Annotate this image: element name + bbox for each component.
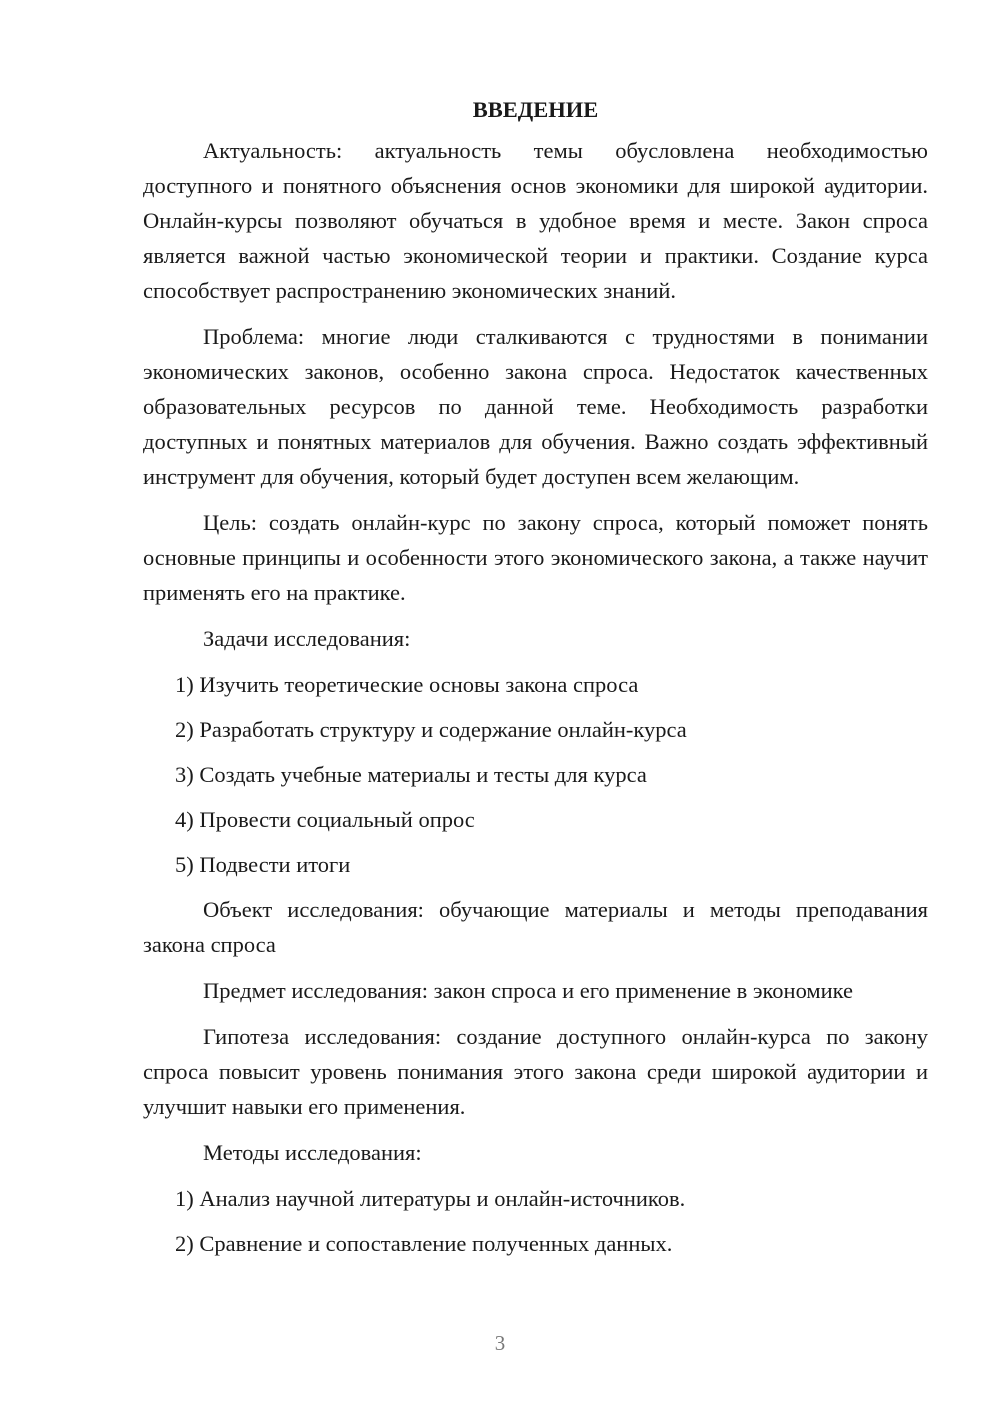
method-item: 2) Сравнение и сопоставление полученных данных. [175, 1231, 673, 1256]
goal-paragraph: Цель: создать онлайн-курс по закону спроса, который поможет понять основные принципы и особенности этого экономического закона, а также научит применять его на практике. [143, 510, 928, 605]
page-content [143, 92, 928, 1271]
relevance-paragraph: Актуальность: актуальность темы обусловлена необходимостью доступного и понятного объяснения основ экономики для широкой аудитории. Онлайн-курсы позволяют обучаться в удобное время и месте. Закон спроса является важной частью экономической теории и практики. Создание курса способствует распространению экономических знаний. [143, 138, 928, 303]
page-title: ВВЕДЕНИЕ [472, 97, 599, 122]
tasks-list [143, 667, 928, 882]
task-item: 1) Изучить теоретические основы закона спроса [175, 672, 639, 697]
tasks-heading: Задачи исследования: [203, 626, 411, 651]
page-number: 3 [494, 1331, 506, 1355]
problem-paragraph: Проблема: многие люди сталкиваются с трудностями в понимании экономических законов, особенно закона спроса. Недостаток качественных образовательных ресурсов по данной теме. Необходимость разработки доступных и понятных материалов для обучения. Важно создать эффективный инструмент для обучения, который будет доступен всем желающим. [143, 324, 928, 489]
hypothesis-paragraph: Гипотеза исследования: создание доступного онлайн-курса по закону спроса повысит уровень понимания этого закона среди широкой аудитории и улучшит навыки его применения. [143, 1024, 928, 1119]
task-item: 4) Провести социальный опрос [175, 807, 475, 832]
task-item: 5) Подвести итоги [175, 852, 351, 877]
task-item: 3) Создать учебные материалы и тесты для курса [175, 762, 647, 787]
object-paragraph: Объект исследования: обучающие материалы и методы преподавания закона спроса [143, 897, 928, 957]
methods-list [143, 1181, 928, 1261]
task-item: 2) Разработать структуру и содержание онлайн-курса [175, 717, 687, 742]
subject-paragraph: Предмет исследования: закон спроса и его применение в экономике [203, 978, 854, 1003]
methods-heading: Методы исследования: [203, 1140, 422, 1165]
method-item: 1) Анализ научной литературы и онлайн-источников. [175, 1186, 686, 1211]
